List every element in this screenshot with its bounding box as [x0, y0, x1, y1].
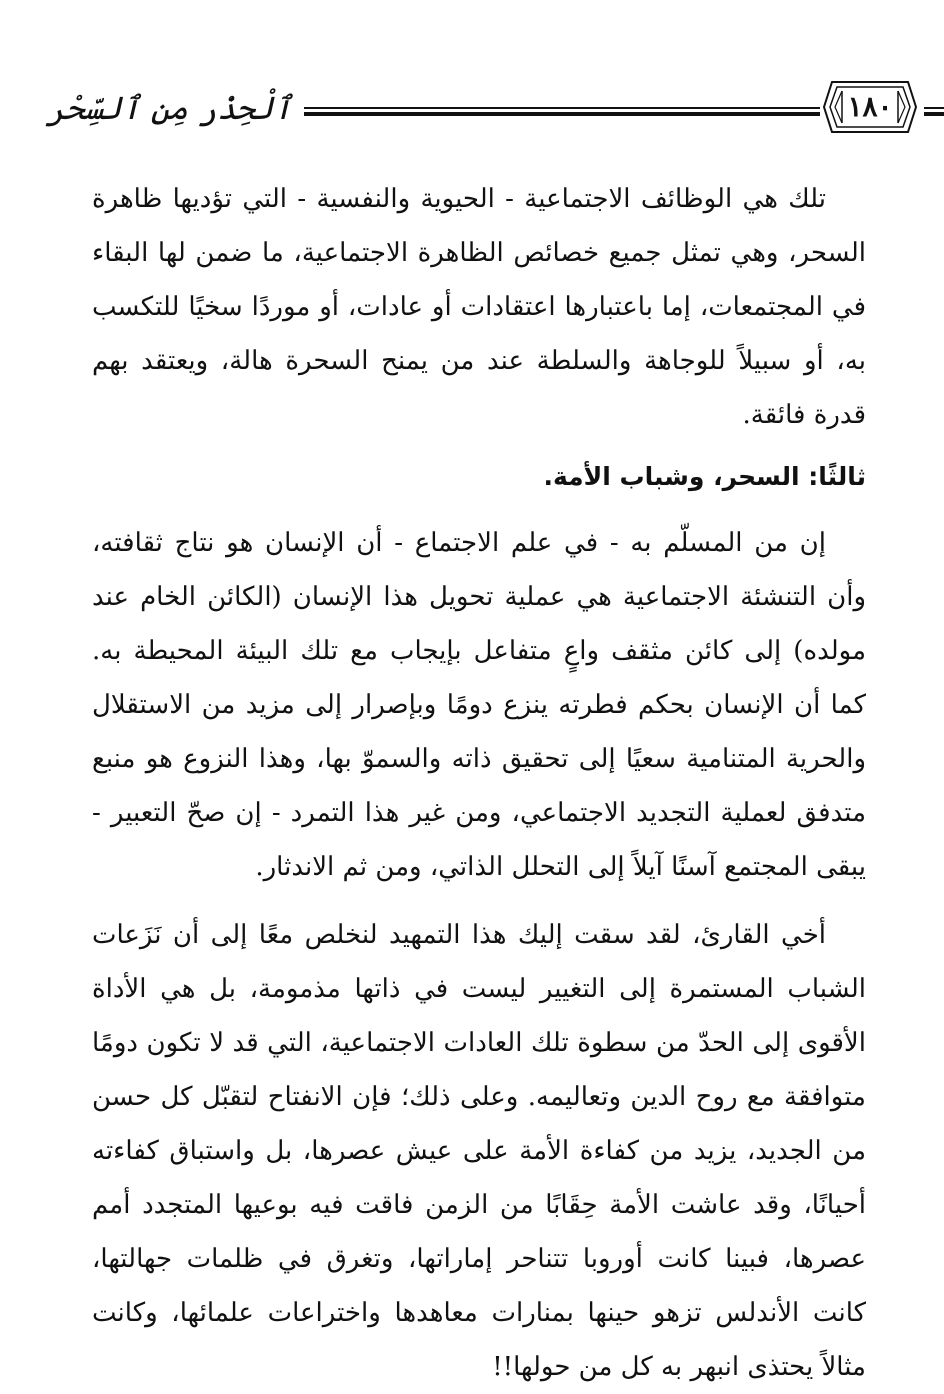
page-body — [92, 172, 866, 1394]
paragraph-1: تلك هي الوظائف الاجتماعية - الحيوية والنفسية - التي تؤديها ظاهرة السحر، وهي تمثل جميع خصائص الظاهرة الاجتماعية، ما ضمن لها البقاء في المجتمعات، إما باعتبارها اعتقادات أو عادات، أو موردًا سخيًا للتكسب به، أو سبيلاً للوجاهة والسلطة عند من يمنح السحرة هالة، ويعتقد بهم قدرة فائقة. — [92, 184, 866, 430]
paragraph-3: أخي القارئ، لقد سقت إليك هذا التمهيد لنخلص معًا إلى أن نَزَعات الشباب المستمرة إلى التغيير ليست في ذاتها مذمومة، بل هي الأداة الأقوى إلى الحدّ من سطوة تلك العادات الاجتماعية، التي قد لا تكون دومًا متوافقة مع روح الدين وتعاليمه. وعلى ذلك؛ فإن الانفتاح لتقبّل كل حسن من الجديد، يزيد من كفاءة الأمة على عيش عصرها، بل واستباق كفاءته أحيانًا، وقد عاشت الأمة حِقَابًا من الزمن فاقت فيه بوعيها المتجدد أمم عصرها، فبينا كانت أوروبا تتناحر إماراتها، وتغرق في ظلمات جهالتها، كانت الأندلس تزهو حينها بمنارات معاهدها واختراعات علمائها، وكانت مثالاً يحتذى انبهر به كل من حولها!! — [92, 920, 866, 1382]
page-number-badge — [822, 78, 918, 136]
running-title: ٱلْحِذْر مِن ٱلسِّحْر — [46, 89, 292, 127]
header-rule-short — [924, 107, 944, 109]
header-rule-long — [304, 107, 820, 109]
section-heading: ثالثًا: السحر، وشباب الأمة. — [543, 462, 866, 491]
page-number: ١٨٠ — [847, 90, 893, 123]
page-header — [46, 78, 893, 138]
paragraph-2: إن من المسلّم به - في علم الاجتماع - أن الإنسان هو نتاج ثقافته، وأن التنشئة الاجتماعية هي عملية تحويل هذا الإنسان (الكائن الخام عند مولده) إلى كائن مثقف واعٍ متفاعل بإيجاب مع تلك البيئة المحيطة به. كما أن الإنسان بحكم فطرته ينزع دومًا وبإصرار إلى مزيد من الاستقلال والحرية المتنامية سعيًا إلى تحقيق ذاته والسموّ بها، وهذا النزوع هو منبع متدفق لعملية التجديد الاجتماعي، ومن غير هذا التمرد - إن صحّ التعبير - يبقى المجتمع آسنًا آيلاً إلى التحلل الذاتي، ومن ثم الاندثار. — [92, 528, 866, 882]
